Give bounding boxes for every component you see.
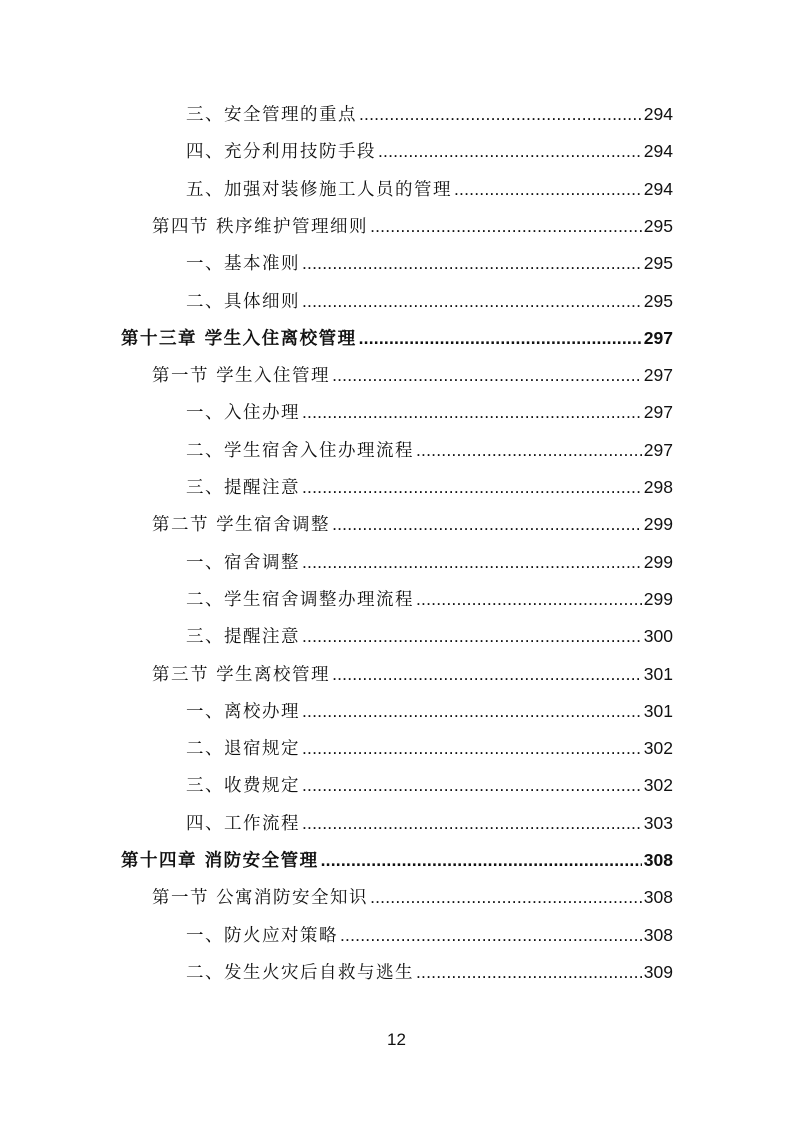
dot-leader: [302, 472, 642, 502]
dot-leader: [370, 211, 642, 241]
dot-leader: [302, 733, 642, 763]
toc-entry-page: 299: [643, 514, 673, 535]
toc-entry-page: 297: [643, 439, 673, 460]
toc-entry-page: 302: [643, 738, 673, 759]
toc-entry-label: 一、离校办理: [186, 701, 300, 722]
toc-entry-label: 第一节 学生入住管理: [152, 366, 331, 387]
toc-entry-label: 四、工作流程: [186, 813, 300, 834]
dot-leader: [340, 920, 642, 950]
dot-leader: [416, 435, 642, 465]
dot-leader: [302, 770, 642, 800]
toc-entry-label: 二、发生火灾后自救与逃生: [186, 962, 414, 983]
dot-leader: [302, 696, 642, 726]
toc-entry-label: 二、学生宿舍调整办理流程: [186, 589, 414, 610]
toc-entry[interactable]: [186, 808, 673, 838]
toc-entry-page: 303: [643, 812, 673, 833]
toc-entry[interactable]: [186, 957, 673, 987]
toc-entry[interactable]: [186, 547, 673, 577]
dot-leader: [302, 808, 642, 838]
toc-section-entry[interactable]: [152, 360, 673, 390]
dot-leader: [332, 360, 642, 390]
toc-entry-label: 三、收费规定: [186, 776, 300, 797]
dot-leader: [302, 397, 642, 427]
toc-section-entry[interactable]: [152, 211, 673, 241]
toc-entry-page: 297: [643, 365, 673, 386]
toc-section-entry[interactable]: [152, 882, 673, 912]
toc-entry-label: 三、提醒注意: [186, 478, 300, 498]
dot-leader: [378, 136, 642, 166]
toc-entry-page: 308: [643, 887, 673, 908]
toc-entry[interactable]: [186, 733, 673, 763]
dot-leader: [332, 659, 642, 689]
toc-entry-label: 第一节 公寓消防安全知识: [152, 888, 369, 909]
toc-entry-label: 第四节 秩序维护管理细则: [152, 216, 369, 237]
dot-leader: [359, 99, 642, 129]
toc-entry-label: 四、充分利用技防手段: [186, 142, 376, 163]
toc-entry-label: 第三节 学生离校管理: [152, 664, 331, 685]
dot-leader: [302, 248, 642, 278]
toc-entry[interactable]: [186, 770, 673, 800]
toc-entry[interactable]: [186, 435, 673, 465]
toc-entry-page: 298: [643, 477, 673, 497]
toc-entry-page: 297: [643, 327, 673, 348]
toc-entry-label: 五、加强对装修施工人员的管理: [186, 179, 452, 200]
dot-leader: [302, 621, 642, 651]
dot-leader: [359, 323, 642, 353]
toc-chapter-entry[interactable]: [121, 323, 673, 353]
dot-leader: [332, 509, 642, 539]
toc-entry-label: 一、基本准则: [186, 254, 300, 275]
toc-entry-label: 二、学生宿舍入住办理流程: [186, 440, 414, 461]
toc-section-entry[interactable]: [152, 659, 673, 689]
toc-entry-page: 294: [643, 141, 673, 162]
dot-leader: [302, 547, 642, 577]
dot-leader: [454, 174, 642, 204]
toc-entry-label: 第十四章 消防安全管理: [121, 851, 319, 871]
toc-section-entry[interactable]: [152, 509, 673, 539]
toc-entry-label: 第十三章 学生入住离校管理: [121, 328, 357, 349]
dot-leader: [321, 845, 642, 875]
toc-entry-label: 一、入住办理: [186, 403, 300, 424]
toc-entry[interactable]: [186, 584, 673, 614]
toc-entry[interactable]: [186, 397, 673, 427]
toc-entry-label: 三、安全管理的重点: [186, 105, 357, 125]
toc-entry[interactable]: [186, 99, 673, 129]
toc-entry-page: 295: [643, 253, 673, 274]
toc-entry-page: 295: [643, 215, 673, 236]
toc-entry[interactable]: [186, 286, 673, 316]
toc-entry-page: 299: [643, 551, 673, 572]
toc-entry[interactable]: [186, 472, 673, 502]
toc-entry-page: 299: [643, 588, 673, 609]
toc-entry-page: 295: [643, 290, 673, 311]
toc-entry-label: 一、防火应对策略: [186, 925, 338, 946]
dot-leader: [416, 584, 642, 614]
toc-entry-page: 308: [643, 850, 673, 870]
toc-entry-page: 294: [643, 178, 673, 199]
toc-entry[interactable]: [186, 174, 673, 204]
toc-entry-label: 三、提醒注意: [186, 627, 300, 648]
dot-leader: [416, 957, 642, 987]
toc-entry-page: 297: [643, 402, 673, 423]
toc-entry-page: 309: [643, 961, 673, 982]
toc-entry-page: 300: [643, 626, 673, 647]
toc-entry[interactable]: [186, 136, 673, 166]
dot-leader: [370, 882, 642, 912]
toc-entry-label: 一、宿舍调整: [186, 552, 300, 573]
page-number: 12: [387, 1030, 406, 1049]
dot-leader: [302, 286, 642, 316]
toc-entry[interactable]: [186, 920, 673, 950]
toc-entry-page: 294: [643, 104, 673, 124]
toc-entry-page: 308: [643, 924, 673, 945]
toc-chapter-entry[interactable]: [121, 845, 673, 875]
toc-entry-page: 301: [643, 663, 673, 684]
toc-entry-page: 301: [643, 700, 673, 721]
toc-entry-label: 二、具体细则: [186, 291, 300, 312]
toc-entry-label: 第二节 学生宿舍调整: [152, 515, 331, 536]
toc-entry[interactable]: [186, 621, 673, 651]
toc-entry-page: 302: [643, 775, 673, 796]
toc-entry[interactable]: [186, 248, 673, 278]
toc-entry-label: 二、退宿规定: [186, 739, 300, 760]
toc-entry[interactable]: [186, 696, 673, 726]
